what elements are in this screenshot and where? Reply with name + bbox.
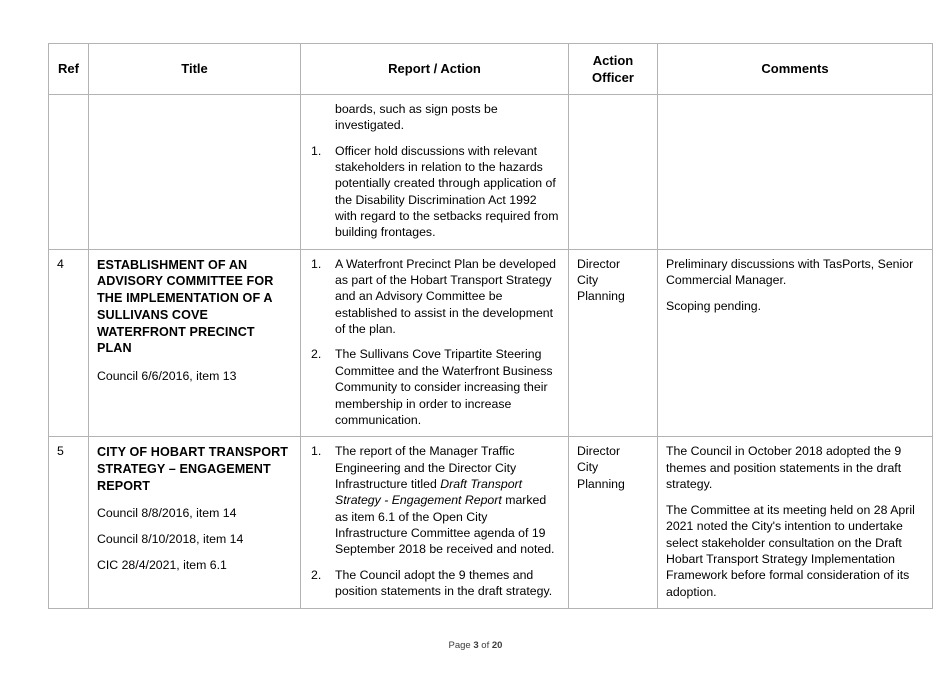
comment-paragraph: Preliminary discussions with TasPorts, Senior Commercial Manager. xyxy=(666,256,914,288)
action-item: The Sullivans Cove Tripartite Steering Committee and the Waterfront Business Community to consider increasing their membership in order to increase communication. xyxy=(335,347,553,427)
action-item: Officer hold discussions with relevant stakeholders in relation to the hazards potentially created through application of the Disability Discrimination Act 1992 with regard to the setbacks required from building frontages. xyxy=(335,143,559,240)
table-row xyxy=(49,249,933,436)
cell-action-officer xyxy=(569,437,658,609)
column-header-ref: Ref xyxy=(49,44,89,95)
column-header-comments: Comments xyxy=(658,44,933,95)
footer-of: of xyxy=(481,640,490,651)
column-header-report-action: Report / Action xyxy=(301,44,569,95)
table-header-row xyxy=(49,44,933,95)
action-text-before-title: The report of the Manager Traffic Engineering and the Director City Infrastructure titled xyxy=(335,444,517,491)
comment-paragraph: The Council in October 2018 adopted the 9 themes and position statements in the draft strategy. xyxy=(666,444,902,492)
officer-line: City xyxy=(577,460,599,475)
page-footer xyxy=(0,640,951,651)
cell-title xyxy=(89,437,301,609)
report-title-italic: Draft Transport Strategy - Engagement Report xyxy=(335,476,523,508)
action-register-table xyxy=(48,43,933,609)
action-officer-line1: Action xyxy=(592,52,634,68)
table-row xyxy=(49,95,933,250)
table-row xyxy=(49,437,933,609)
cell-report-action xyxy=(301,437,569,609)
cell-comments xyxy=(658,95,933,250)
cell-ref xyxy=(49,95,89,250)
action-officer-line2: Officer xyxy=(592,70,634,85)
title-reference: Council 6/6/2016, item 13 xyxy=(97,369,237,384)
action-item: A Waterfront Precinct Plan be developed as part of the Hobart Transport Strategy and an Advisory Committee be established to assist in the development of the plan. xyxy=(335,256,557,337)
title-reference: CIC 28/4/2021, item 6.1 xyxy=(97,557,227,572)
title-heading: ESTABLISHMENT OF AN ADVISORY COMMITTEE FOR THE IMPLEMENTATION OF A SULLIVANS COVE WATERFRONT PRECINCT PLAN xyxy=(97,257,274,356)
cell-comments xyxy=(658,437,933,609)
cell-title xyxy=(89,249,301,436)
footer-total-pages: 20 xyxy=(491,640,503,651)
cell-ref: 4 xyxy=(49,249,89,436)
continuation-text: boards, such as sign posts be investigated. xyxy=(335,102,498,133)
action-text-after-title: marked as item 6.1 of the Open City Infrastructure Committee agenda of 19 September 2018 be received and noted. xyxy=(335,493,555,557)
officer-line: City xyxy=(577,272,599,287)
officer-line: Planning xyxy=(577,476,625,491)
action-item: The Council adopt the 9 themes and position statements in the draft strategy. xyxy=(335,567,553,598)
column-header-title: Title xyxy=(89,44,301,95)
title-reference: Council 8/10/2018, item 14 xyxy=(97,531,244,546)
cell-action-officer xyxy=(569,249,658,436)
cell-action-officer xyxy=(569,95,658,250)
footer-page-prefix: Page xyxy=(448,640,471,651)
title-reference: Council 8/8/2016, item 14 xyxy=(97,506,237,521)
comment-paragraph: The Committee at its meeting held on 28 April 2021 noted the City's intention to undertake select stakeholder consultation on the Draft Hobart Transport Strategy Implementation Framework before formal consideration of its adoption. xyxy=(666,502,915,599)
officer-line: Director xyxy=(577,444,621,459)
action-list xyxy=(309,143,560,241)
action-item xyxy=(309,443,560,557)
action-list xyxy=(309,443,560,599)
column-header-action-officer xyxy=(569,44,658,95)
cell-title xyxy=(89,95,301,250)
officer-line: Planning xyxy=(577,289,625,304)
action-list xyxy=(309,256,560,428)
comment-paragraph: Scoping pending. xyxy=(666,298,762,313)
cell-report-action xyxy=(301,249,569,436)
officer-line: Director xyxy=(577,256,621,271)
title-heading: CITY OF HOBART TRANSPORT STRATEGY – ENGAGEMENT REPORT xyxy=(97,445,289,493)
footer-current-page: 3 xyxy=(473,640,479,651)
cell-ref: 5 xyxy=(49,437,89,609)
cell-report-action xyxy=(301,95,569,250)
cell-comments xyxy=(658,249,933,436)
